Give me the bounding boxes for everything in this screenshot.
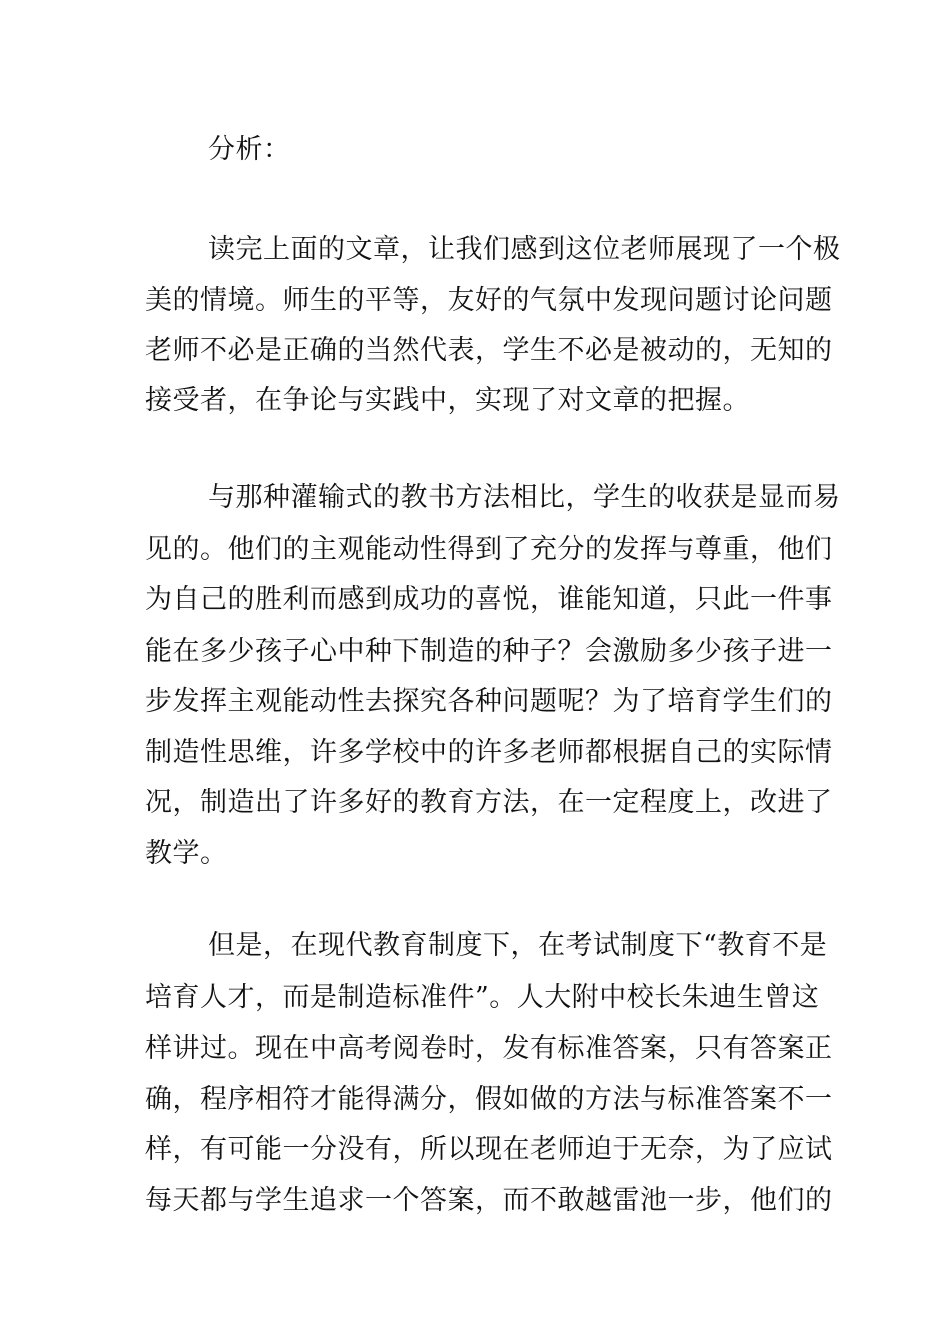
paragraph-line: 培育人才，而是制造标准件”。人大附中校长朱迪生曾这 bbox=[145, 982, 820, 1013]
paragraph-line: 为自己的胜利而感到成功的喜悦，谁能知道，只此一件事 bbox=[145, 584, 833, 615]
paragraph-line: 样，有可能一分没有，所以现在老师迫于无奈，为了应试 bbox=[145, 1134, 833, 1165]
paragraph-line: 美的情境。师生的平等，友好的气氛中发现问题讨论问题 bbox=[145, 285, 833, 316]
paragraph-line: 况，制造出了许多好的教育方法，在一定程度上，改进了 bbox=[145, 787, 833, 818]
paragraph-line: 但是，在现代教育制度下，在考试制度下“教育不是 bbox=[208, 930, 828, 961]
paragraph-line: 与那种灌输式的教书方法相比，学生的收获是显而易 bbox=[208, 482, 841, 513]
paragraph-line: 教学。 bbox=[145, 838, 228, 869]
paragraph-line: 接受者，在争论与实践中，实现了对文章的把握。 bbox=[145, 385, 750, 416]
section-heading: 分析： bbox=[208, 134, 291, 165]
paragraph-line: 见的。他们的主观能动性得到了充分的发挥与尊重，他们 bbox=[145, 534, 833, 565]
paragraph-line: 步发挥主观能动性去探究各种问题呢？为了培育学生们的 bbox=[145, 686, 833, 717]
paragraph-line: 能在多少孩子心中种下制造的种子？会激励多少孩子进一 bbox=[145, 636, 833, 667]
paragraph-line: 确，程序相符才能得满分，假如做的方法与标准答案不一 bbox=[145, 1084, 833, 1115]
paragraph-line: 样讲过。现在中高考阅卷时，发有标准答案，只有答案正 bbox=[145, 1033, 833, 1064]
paragraph-line: 读完上面的文章，让我们感到这位老师展现了一个极 bbox=[208, 234, 841, 265]
paragraph-line: 老师不必是正确的当然代表，学生不必是被动的，无知的 bbox=[145, 335, 833, 366]
paragraph-line: 制造性思维，许多学校中的许多老师都根据自己的实际情 bbox=[145, 737, 833, 768]
paragraph-line: 每天都与学生追求一个答案，而不敢越雷池一步，他们的 bbox=[145, 1185, 833, 1216]
